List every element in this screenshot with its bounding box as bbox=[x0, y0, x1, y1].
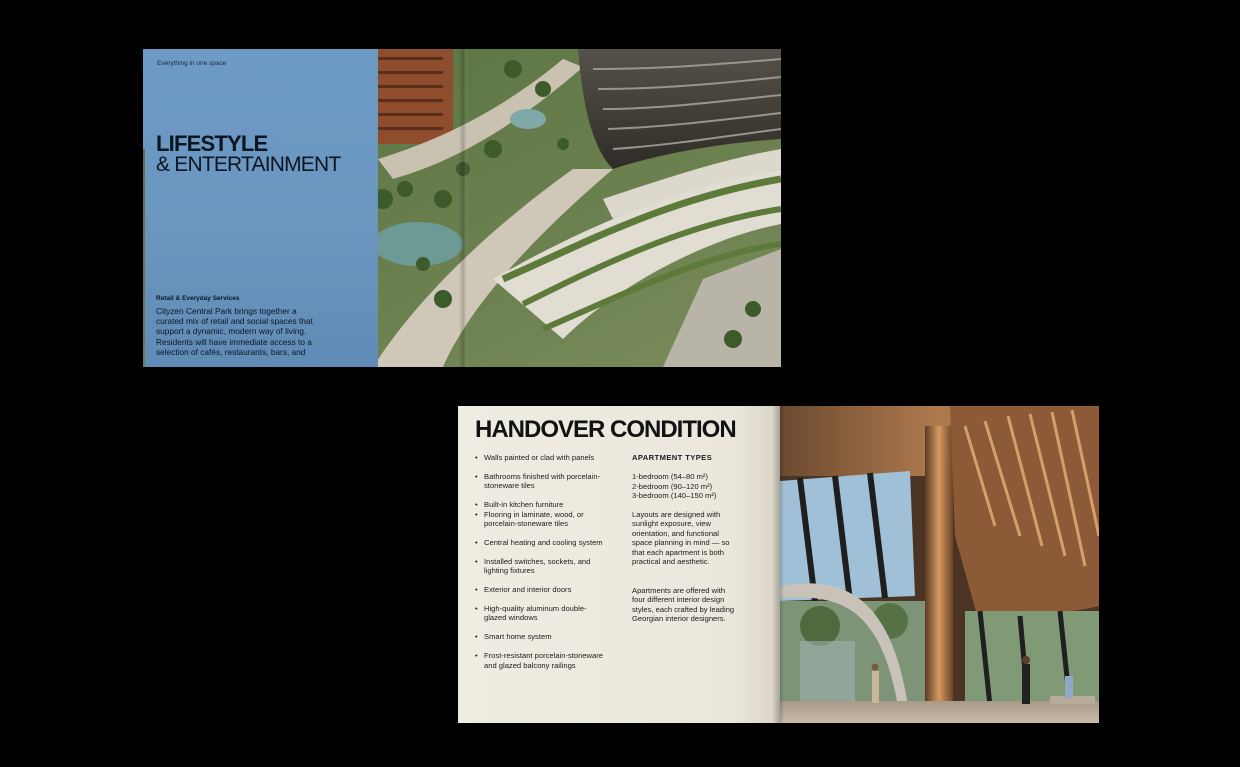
handover-title: HANDOVER CONDITION bbox=[475, 416, 736, 443]
list-item: • Bathrooms finished with porcelain-stoneware tiles bbox=[475, 472, 605, 491]
handover-features-list bbox=[475, 453, 605, 680]
retail-section-heading: Retail & Everyday Services bbox=[156, 295, 240, 302]
layout-paragraph: Layouts are designed with sunlight exposure, view orientation, and functional space planning in mind — so that each apartment is both practical and aesthetic. bbox=[632, 510, 730, 567]
lifestyle-title bbox=[156, 133, 340, 175]
handover-spread bbox=[458, 406, 1099, 723]
apartment-types-list bbox=[632, 472, 716, 501]
list-item: • Smart home system bbox=[475, 632, 605, 641]
lifestyle-title-line1: LIFESTYLE bbox=[156, 131, 268, 156]
interior-paragraph: Apartments are offered with four different interior design styles, each crafted by leading Georgian interior designers. bbox=[632, 586, 735, 624]
apartment-type: 3-bedroom (140–150 m²) bbox=[632, 491, 717, 501]
list-item: • Exterior and interior doors bbox=[475, 585, 605, 594]
spread-fold bbox=[772, 406, 784, 723]
list-item: • Installed switches, sockets, and lighting fixtures bbox=[475, 557, 605, 576]
apartment-types-heading: APARTMENT TYPES bbox=[632, 453, 713, 462]
apartment-type: 2-bedroom (90–120 m²) bbox=[632, 481, 713, 491]
page-kicker: Everything in one space bbox=[157, 60, 227, 67]
lobby-interior-render bbox=[780, 406, 1099, 723]
list-item: • High-quality aluminum double-glazed windows bbox=[475, 604, 605, 623]
list-item: • Flooring in laminate, wood, or porcelain-stoneware tiles bbox=[475, 510, 605, 529]
list-item: • Central heating and cooling system bbox=[475, 538, 605, 547]
spread-fold bbox=[459, 49, 467, 367]
lifestyle-spread bbox=[143, 49, 781, 367]
retail-section-body: Cityzen Central Park brings together a curated mix of retail and social spaces that support a dynamic, modern way of living. Residents will have immediate access to a selection of cafés, restaurants, bars, and bbox=[156, 306, 313, 357]
list-item: • Frost-resistant porcelain-stoneware and glazed balcony railings bbox=[475, 651, 605, 670]
apartment-type: 1-bedroom (54–80 m²) bbox=[632, 472, 708, 481]
list-item: • Walls painted or clad with panels bbox=[475, 453, 605, 462]
list-item: • Built-in kitchen furniture bbox=[475, 500, 605, 509]
handover-text-page bbox=[458, 406, 780, 723]
lifestyle-title-line2: & ENTERTAINMENT bbox=[156, 153, 341, 176]
